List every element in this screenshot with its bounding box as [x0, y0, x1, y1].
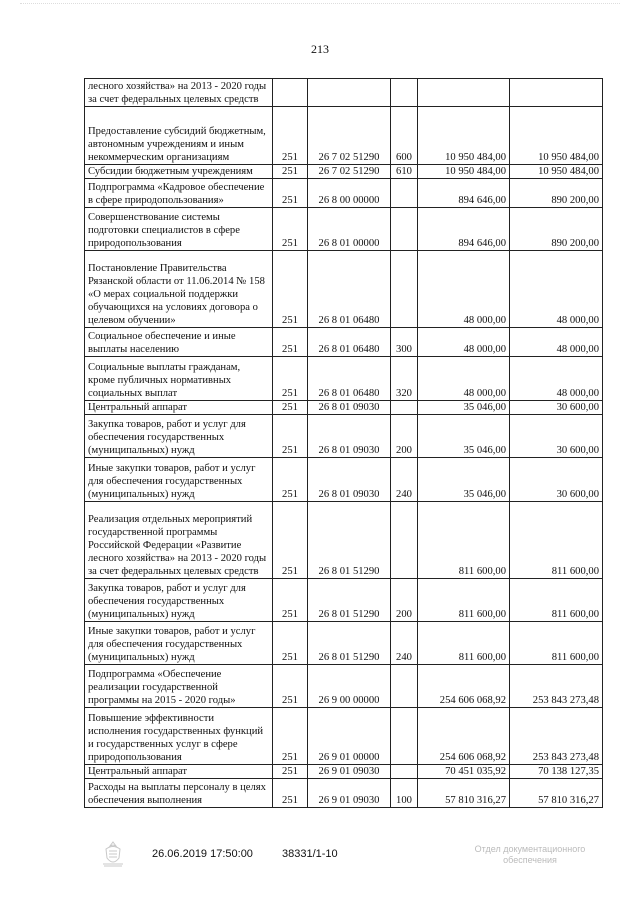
cell-expense-type: 320 — [391, 357, 418, 401]
cell-dept-code: 251 — [273, 415, 308, 458]
cell-name: Иные закупки товаров, работ и услуг для обеспечения государственных (муниципальных) нужд — [85, 458, 273, 502]
table-row — [85, 79, 603, 107]
cell-dept-code: 251 — [273, 779, 308, 808]
cell-amount-executed: 811 600,00 — [510, 622, 603, 665]
table-row — [85, 458, 603, 502]
table-row — [85, 665, 603, 708]
table-row — [85, 251, 603, 328]
cell-amount-executed: 48 000,00 — [510, 328, 603, 357]
cell-expense-type — [391, 765, 418, 779]
cell-dept-code: 251 — [273, 502, 308, 579]
cell-target-article: 26 9 01 00000 — [308, 708, 391, 765]
cell-amount-planned: 894 646,00 — [418, 179, 510, 208]
cell-target-article: 26 8 01 09030 — [308, 415, 391, 458]
registration-stamp — [450, 844, 610, 870]
cell-dept-code: 251 — [273, 665, 308, 708]
emblem-icon — [100, 840, 126, 868]
budget-table-body — [85, 79, 603, 808]
cell-name: Закупка товаров, работ и услуг для обеспечения государственных (муниципальных) нужд — [85, 579, 273, 622]
cell-target-article: 26 8 00 00000 — [308, 179, 391, 208]
cell-dept-code: 251 — [273, 708, 308, 765]
table-row — [85, 415, 603, 458]
cell-expense-type: 200 — [391, 579, 418, 622]
cell-name: Субсидии бюджетным учреждениям — [85, 165, 273, 179]
table-row — [85, 208, 603, 251]
cell-target-article: 26 7 02 51290 — [308, 107, 391, 165]
cell-amount-executed: 57 810 316,27 — [510, 779, 603, 808]
cell-expense-type — [391, 251, 418, 328]
cell-amount-planned: 10 950 484,00 — [418, 107, 510, 165]
cell-name: Центральный аппарат — [85, 765, 273, 779]
cell-amount-planned: 811 600,00 — [418, 502, 510, 579]
cell-name: Социальное обеспечение и иные выплаты населению — [85, 328, 273, 357]
cell-expense-type — [391, 208, 418, 251]
cell-amount-planned: 254 606 068,92 — [418, 708, 510, 765]
cell-expense-type: 100 — [391, 779, 418, 808]
cell-expense-type: 240 — [391, 622, 418, 665]
cell-target-article: 26 8 01 51290 — [308, 622, 391, 665]
cell-amount-planned: 811 600,00 — [418, 622, 510, 665]
cell-amount-executed: 48 000,00 — [510, 251, 603, 328]
cell-amount-planned: 254 606 068,92 — [418, 665, 510, 708]
cell-target-article: 26 9 01 09030 — [308, 779, 391, 808]
table-row — [85, 708, 603, 765]
cell-target-article: 26 8 01 06480 — [308, 328, 391, 357]
cell-name: Совершенствование системы подготовки специалистов в сфере природопользования — [85, 208, 273, 251]
cell-amount-executed: 30 600,00 — [510, 415, 603, 458]
cell-amount-executed: 30 600,00 — [510, 401, 603, 415]
cell-amount-planned — [418, 79, 510, 107]
stamp-line-2: обеспечения — [503, 855, 557, 865]
cell-dept-code: 251 — [273, 251, 308, 328]
cell-amount-executed: 48 000,00 — [510, 357, 603, 401]
table-row — [85, 622, 603, 665]
cell-target-article — [308, 79, 391, 107]
cell-target-article: 26 8 01 51290 — [308, 579, 391, 622]
cell-name: Социальные выплаты гражданам, кроме публичных нормативных социальных выплат — [85, 357, 273, 401]
cell-amount-planned: 48 000,00 — [418, 328, 510, 357]
table-row — [85, 401, 603, 415]
cell-name: Постановление Правительства Рязанской области от 11.06.2014 № 158 «О мерах социальной поддержки обучающихся на условиях договора о целевом обучении» — [85, 251, 273, 328]
table-row — [85, 165, 603, 179]
cell-amount-planned: 70 451 035,92 — [418, 765, 510, 779]
cell-expense-type — [391, 708, 418, 765]
cell-target-article: 26 9 01 09030 — [308, 765, 391, 779]
table-row — [85, 579, 603, 622]
cell-expense-type: 240 — [391, 458, 418, 502]
cell-target-article: 26 7 02 51290 — [308, 165, 391, 179]
cell-amount-executed: 253 843 273,48 — [510, 708, 603, 765]
cell-target-article: 26 8 01 06480 — [308, 251, 391, 328]
cell-name: Предоставление субсидий бюджетным, автономным учреждениям и иным некоммерческим организациям — [85, 107, 273, 165]
cell-expense-type: 610 — [391, 165, 418, 179]
cell-dept-code: 251 — [273, 579, 308, 622]
table-row — [85, 107, 603, 165]
cell-expense-type — [391, 179, 418, 208]
cell-amount-executed: 811 600,00 — [510, 502, 603, 579]
cell-dept-code: 251 — [273, 328, 308, 357]
footer-document-code: 38331/1-10 — [282, 848, 338, 860]
cell-name: Повышение эффективности исполнения государственных функций и государственных услуг в сфере природопользования — [85, 708, 273, 765]
cell-amount-executed: 890 200,00 — [510, 179, 603, 208]
cell-target-article: 26 8 01 00000 — [308, 208, 391, 251]
cell-name: Подпрограмма «Обеспечение реализации государственной программы на 2015 - 2020 годы» — [85, 665, 273, 708]
table-row — [85, 328, 603, 357]
cell-target-article: 26 8 01 09030 — [308, 458, 391, 502]
cell-amount-executed: 253 843 273,48 — [510, 665, 603, 708]
cell-amount-executed — [510, 79, 603, 107]
cell-amount-planned: 35 046,00 — [418, 401, 510, 415]
cell-expense-type: 300 — [391, 328, 418, 357]
stamp-line-1: Отдел документационного — [474, 844, 586, 854]
cell-name: лесного хозяйства» на 2013 - 2020 годы за счет федеральных целевых средств — [85, 79, 273, 107]
table-row — [85, 779, 603, 808]
page-number: 213 — [311, 42, 329, 56]
cell-expense-type: 600 — [391, 107, 418, 165]
table-row — [85, 765, 603, 779]
cell-amount-planned: 35 046,00 — [418, 415, 510, 458]
cell-name: Расходы на выплаты персоналу в целях обеспечения выполнения — [85, 779, 273, 808]
scan-artifact-line — [20, 3, 620, 8]
cell-name: Закупка товаров, работ и услуг для обеспечения государственных (муниципальных) нужд — [85, 415, 273, 458]
cell-amount-planned: 48 000,00 — [418, 357, 510, 401]
cell-target-article: 26 8 01 09030 — [308, 401, 391, 415]
cell-amount-planned: 35 046,00 — [418, 458, 510, 502]
cell-dept-code: 251 — [273, 401, 308, 415]
cell-expense-type — [391, 79, 418, 107]
cell-dept-code: 251 — [273, 357, 308, 401]
cell-amount-planned: 57 810 316,27 — [418, 779, 510, 808]
cell-target-article: 26 9 00 00000 — [308, 665, 391, 708]
cell-expense-type — [391, 401, 418, 415]
cell-target-article: 26 8 01 51290 — [308, 502, 391, 579]
cell-expense-type — [391, 665, 418, 708]
cell-name: Центральный аппарат — [85, 401, 273, 415]
cell-dept-code: 251 — [273, 208, 308, 251]
cell-dept-code: 251 — [273, 179, 308, 208]
cell-expense-type — [391, 502, 418, 579]
cell-target-article: 26 8 01 06480 — [308, 357, 391, 401]
table-row — [85, 502, 603, 579]
cell-expense-type: 200 — [391, 415, 418, 458]
budget-table — [84, 78, 603, 808]
cell-name: Подпрограмма «Кадровое обеспечение в сфере природопользования» — [85, 179, 273, 208]
cell-amount-executed: 890 200,00 — [510, 208, 603, 251]
cell-dept-code: 251 — [273, 165, 308, 179]
footer-datetime: 26.06.2019 17:50:00 — [152, 848, 253, 860]
cell-amount-executed: 30 600,00 — [510, 458, 603, 502]
cell-amount-planned: 10 950 484,00 — [418, 165, 510, 179]
cell-dept-code: 251 — [273, 765, 308, 779]
table-row — [85, 179, 603, 208]
cell-amount-planned: 894 646,00 — [418, 208, 510, 251]
cell-dept-code — [273, 79, 308, 107]
cell-name: Реализация отдельных мероприятий государственной программы Российской Федерации «Развитие лесного хозяйства» на 2013 - 2020 годы за счет федеральных целевых средств — [85, 502, 273, 579]
table-row — [85, 357, 603, 401]
cell-amount-executed: 70 138 127,35 — [510, 765, 603, 779]
cell-dept-code: 251 — [273, 458, 308, 502]
cell-dept-code: 251 — [273, 107, 308, 165]
cell-amount-executed: 811 600,00 — [510, 579, 603, 622]
cell-name: Иные закупки товаров, работ и услуг для обеспечения государственных (муниципальных) нужд — [85, 622, 273, 665]
cell-dept-code: 251 — [273, 622, 308, 665]
cell-amount-planned: 48 000,00 — [418, 251, 510, 328]
cell-amount-executed: 10 950 484,00 — [510, 165, 603, 179]
cell-amount-executed: 10 950 484,00 — [510, 107, 603, 165]
cell-amount-planned: 811 600,00 — [418, 579, 510, 622]
